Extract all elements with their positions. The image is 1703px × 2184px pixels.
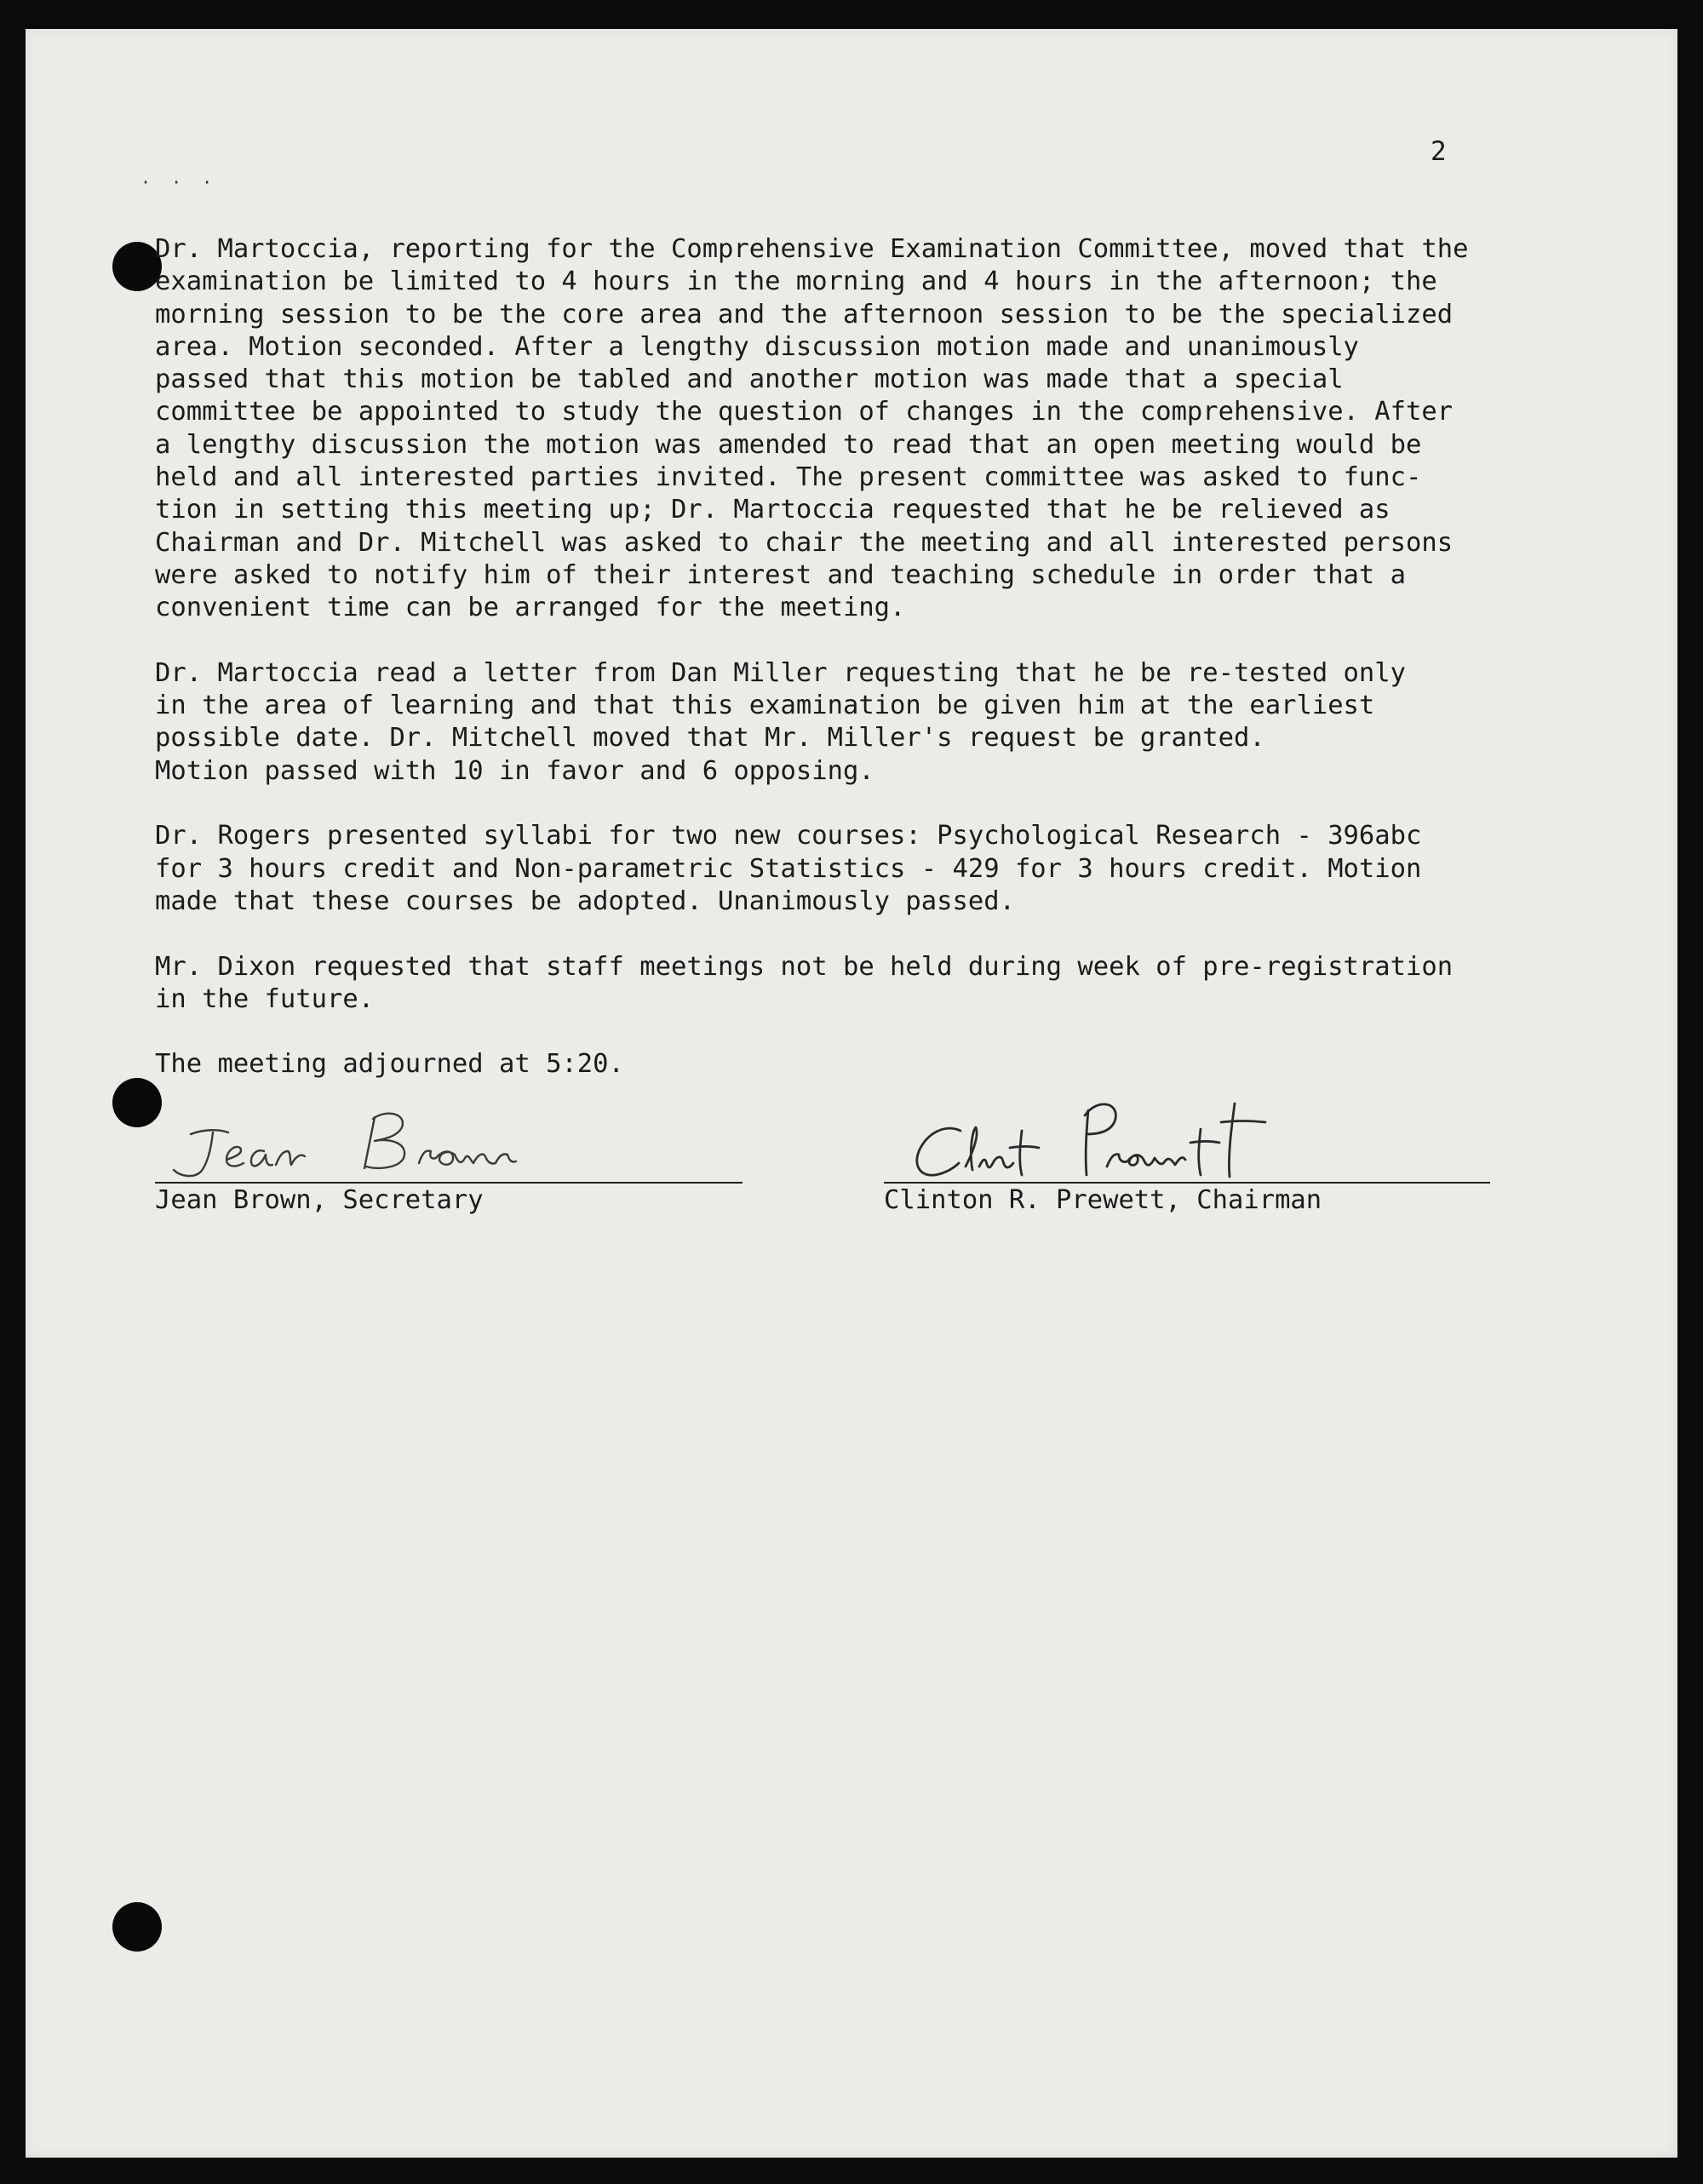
chairman-signature-line [884, 1182, 1490, 1184]
paragraph-new-courses: Dr. Rogers presented syllabi for two new courses: Psychological Research - 396abc for 3 hours credit and Non-parametric Statistics - 429 for 3 hours credit. Motion made that these courses be adopted. Unanimously passed. [155, 821, 1422, 916]
punch-hole-bottom [112, 1902, 162, 1952]
chairman-signature-block [884, 1081, 1490, 1215]
secretary-printed-name: Jean Brown, Secretary [155, 1185, 484, 1215]
paragraph-comprehensive-exam: Dr. Martoccia, reporting for the Comprehensive Examination Committee, moved that the examination be limited to 4 hours in the morning and 4 hours in the afternoon; the morning session to be the core area and the afternoon session to be the specialized area. Motion seconded. After a lengthy discussion motion made and unanimously passed that this motion be tabled and another motion was made that a special committee be appointed to study the question of changes in the comprehensive. After a lengthy discussion the motion was amended to read that an open meeting would be held and all interested parties invited. The present committee was asked to func- tion in setting this meeting up; Dr. Martoccia requested that he be relieved as Chairman and Dr. Mitchell was asked to chair the meeting and all interested persons were asked to notify him of their interest and teaching schedule in order that a convenient time can be arranged for the meeting. [155, 234, 1469, 623]
page-number: 2 [1431, 136, 1447, 167]
chairman-printed-name: Clinton R. Prewett, Chairman [884, 1185, 1322, 1215]
minutes-body [155, 233, 1551, 1114]
chairman-handwritten-signature [884, 1081, 1490, 1182]
paragraph-adjournment: The meeting adjourned at 5:20. [155, 1049, 624, 1080]
paragraph-staff-meetings: Mr. Dixon requested that staff meetings not be held during week of pre-registration in the future. [155, 951, 1454, 1014]
paragraph-retest-request: Dr. Martoccia read a letter from Dan Miller requesting that he be re-tested only in the area of learning and that this examination be given him at the earliest possible date. Dr. Mitchell moved that Mr. Miller's request be granted. Motion passed with 10 in favor and 6 opposing. [155, 657, 1407, 786]
secretary-signature-block [155, 1081, 743, 1215]
secretary-signature-line [155, 1182, 743, 1184]
secretary-handwritten-signature [155, 1081, 743, 1182]
scan-specks: · · · [140, 172, 218, 192]
